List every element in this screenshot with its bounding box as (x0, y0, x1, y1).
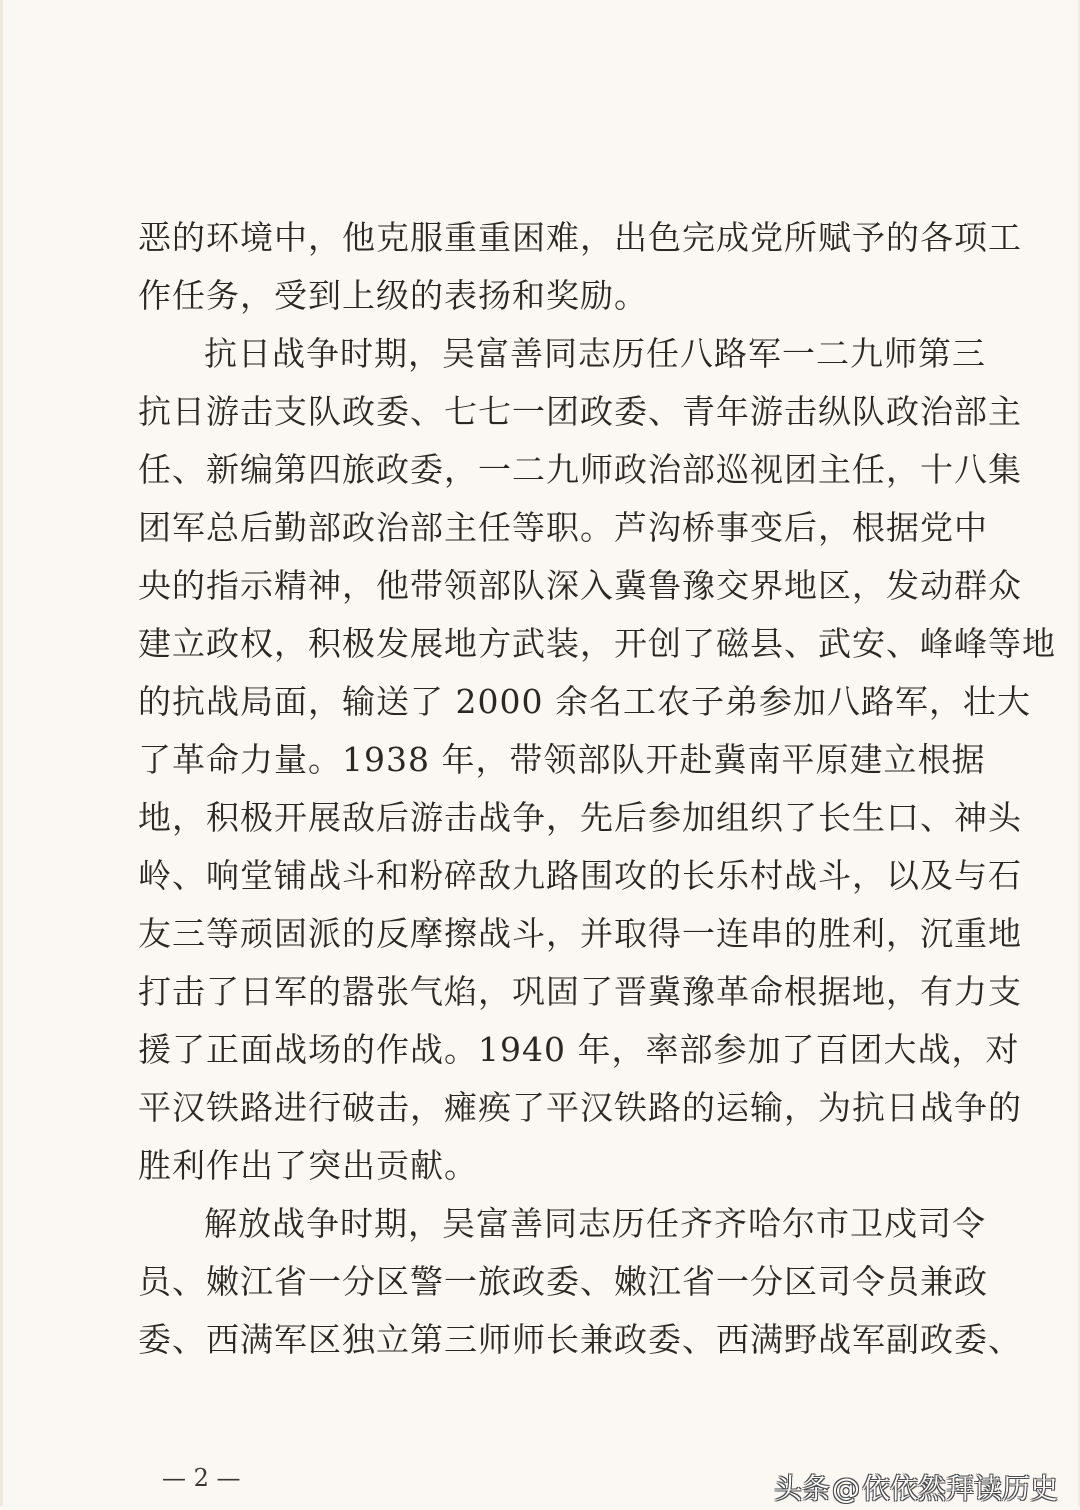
text-line: 平汉铁路进行破击，瘫痪了平汉铁路的运输，为抗日战争的 (138, 1088, 1022, 1127)
text-line: 解放战争时期，吴富善同志历任齐齐哈尔市卫戍司令 (204, 1204, 986, 1243)
text-line: 抗日战争时期，吴富善同志历任八路军一二九师第三 (204, 334, 986, 373)
page-number: — 2 — (162, 1464, 241, 1492)
text-line: 作任务，受到上级的表扬和奖励。 (138, 276, 648, 315)
text-line: 了革命力量。1938 年，带领部队开赴冀南平原建立根据 (138, 740, 986, 779)
watermark (774, 1468, 1058, 1510)
text-line: 抗日游击支队政委、七七一团政委、青年游击纵队政治部主 (138, 392, 1022, 431)
watermark-prefix: 头条 (773, 1472, 830, 1505)
text-line: 团军总后勤部政治部主任等职。芦沟桥事变后，根据党中 (138, 508, 988, 547)
text-line: 的抗战局面，输送了 2000 余名工农子弟参加八路军，壮大 (138, 682, 1031, 721)
text-line: 建立政权，积极发展地方武装，开创了磁县、武安、峰峰等地 (138, 624, 1056, 663)
text-line: 援了正面战场的作战。1940 年，率部参加了百团大战，对 (138, 1030, 1020, 1069)
text-line: 恶的环境中，他克服重重困难，出色完成党所赋予的各项工 (138, 218, 1022, 257)
text-line: 岭、响堂铺战斗和粉碎敌九路围攻的长乐村战斗，以及与石 (138, 856, 1022, 895)
watermark-account: 依依然拜读历史 (861, 1472, 1058, 1505)
text-line: 任、新编第四旅政委，一二九师政治部巡视团主任，十八集 (138, 450, 1022, 489)
text-line: 委、西满军区独立第三师师长兼政委、西满野战军副政委、 (138, 1320, 1022, 1359)
watermark-at: @ (831, 1472, 860, 1505)
text-line: 地，积极开展敌后游击战争，先后参加组织了长生口、神头 (138, 798, 1022, 837)
text-line: 胜利作出了突出贡献。 (138, 1146, 478, 1185)
text-line: 央的指示精神，他带领部队深入冀鲁豫交界地区，发动群众 (138, 566, 1022, 605)
text-line: 员、嫩江省一分区警一旅政委、嫩江省一分区司令员兼政 (138, 1262, 988, 1301)
text-line: 友三等顽固派的反摩擦战斗，并取得一连串的胜利，沉重地 (138, 914, 1022, 953)
text-line: 打击了日军的嚣张气焰，巩固了晋冀豫革命根据地，有力支 (138, 972, 1022, 1011)
